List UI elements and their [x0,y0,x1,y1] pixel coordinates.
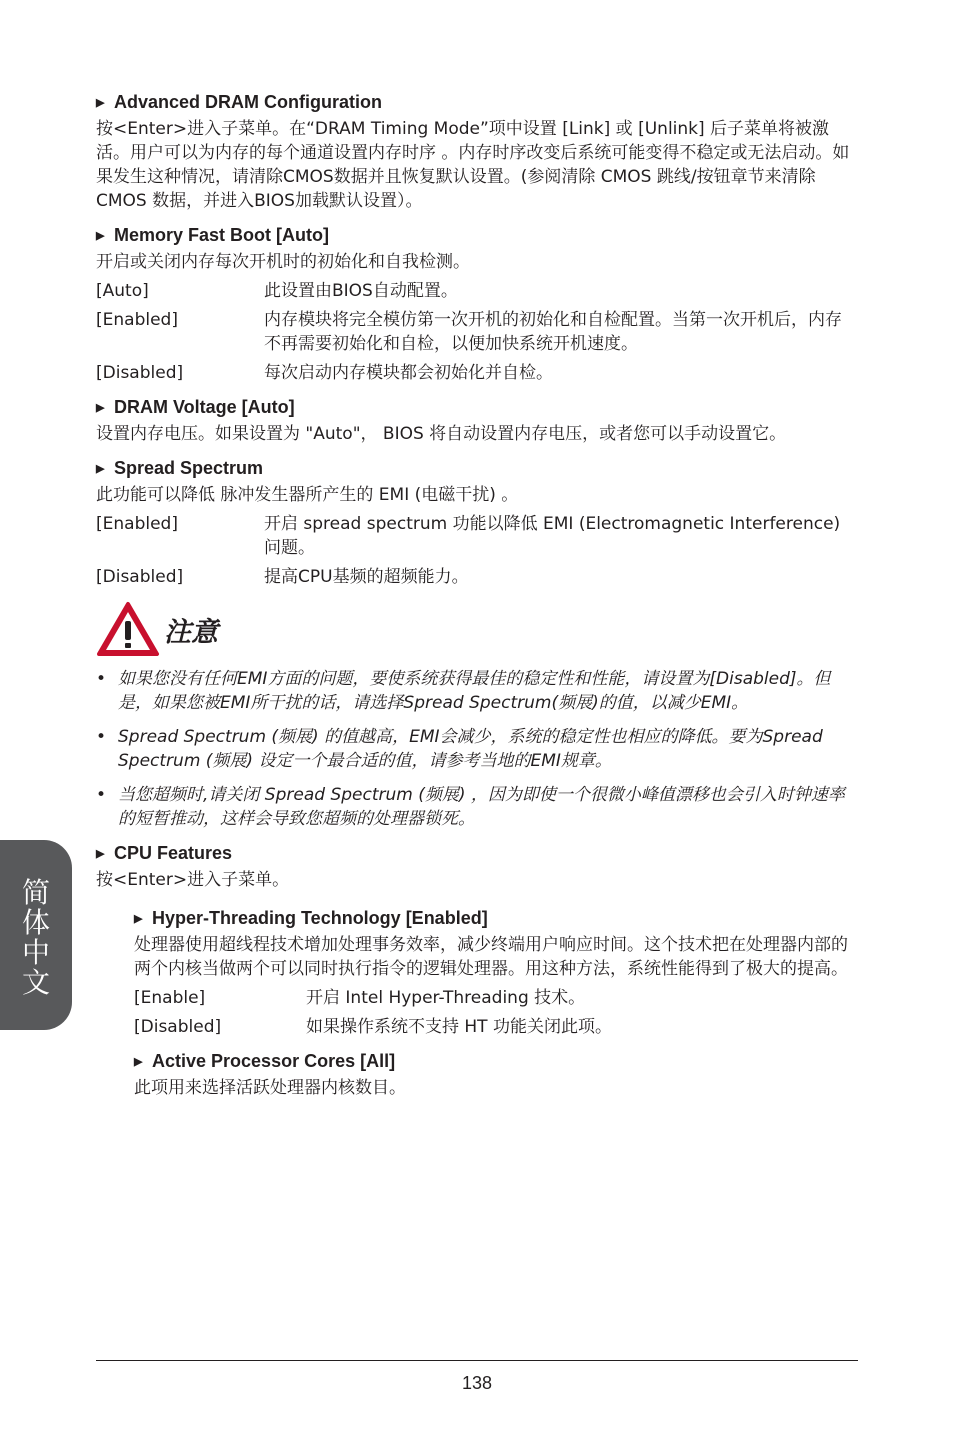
list-item [96,725,858,773]
warning-icon [96,601,160,657]
arrow-right-icon: ▶ [96,402,105,414]
subsection-description: 处理器使用超线程技术增加处理事务效率，减少终端用户响应时间。这个技术把在处理器内部的两个内核当做两个可以同时执行指令的逻辑处理器。用这种方法，系统性能得到了极大的提高。 [134,935,848,979]
arrow-right-icon: ▶ [134,1056,143,1068]
option-value: 如果操作系统不支持 HT 功能关闭此项。 [306,1017,612,1037]
bullet-text: 如果您没有任何EMI方面的问题，要使系统获得最佳的稳定性和性能，请设置为[Disabled]。但是，如果您被EMI所干扰的话，请选择Spread Spectrum(频展)的值，以减少EMI。 [118,669,831,713]
section-title: Memory Fast Boot [Auto] [114,225,329,245]
option-value: 提高CPU基频的超频能力。 [264,567,469,587]
subsection-title: Hyper-Threading Technology [Enabled] [152,908,488,928]
option-key: [Enabled] [96,514,178,534]
option-row [134,986,858,1010]
option-key: [Disabled] [96,567,184,587]
option-value: 开启 spread spectrum 功能以降低 EMI (Electromagnetic Interference) 问题。 [264,514,841,558]
section-heading[interactable] [96,223,858,248]
section-advanced-dram [96,90,858,213]
section-title: Spread Spectrum [114,458,264,478]
section-cpu-features [96,841,858,1100]
subsection-heading[interactable] [134,906,858,931]
arrow-right-icon: ▶ [134,913,143,925]
section-heading[interactable] [96,841,858,866]
subsection-active-cores [134,1049,858,1100]
language-tab-label: 简体中文 [21,876,50,999]
arrow-right-icon: ▶ [96,463,105,475]
arrow-right-icon: ▶ [96,848,105,860]
section-description: 此功能可以降低 脉冲发生器所产生的 EMI (电磁干扰) 。 [96,485,519,505]
section-heading[interactable] [96,395,858,420]
arrow-right-icon: ▶ [96,97,105,109]
note-title: 注意 [164,616,218,648]
option-value: 每次启动内存模块都会初始化并自检。 [264,363,553,383]
section-description: 开启或关闭内存每次开机时的初始化和自我检测。 [96,252,470,272]
section-title: Advanced DRAM Configuration [114,92,382,112]
list-item [96,783,858,831]
option-key: [Disabled] [134,1017,222,1037]
option-key: [Enable] [134,988,206,1008]
section-heading[interactable] [96,456,858,481]
page-number: 138 [461,1373,493,1393]
list-item [96,667,858,715]
option-value: 内存模块将完全模仿第一次开机的初始化和自检配置。当第一次开机后，内存不再需要初始化和自检，以便加快系统开机速度。 [264,310,842,354]
option-row [96,512,858,560]
subsection-title: Active Processor Cores [All] [152,1051,396,1071]
bullet-text: 当您超频时,请关闭 Spread Spectrum (频展) ，因为即使一个很微小峰值漂移也会引入时钟速率的短暂推动，这样会导致您超频的处理器锁死。 [118,785,845,829]
page-content [96,90,858,1110]
option-key: [Disabled] [96,363,184,383]
bullet-text: Spread Spectrum (频展) 的值越高，EMI会减少，系统的稳定性也相应的降低。要为Spread Spectrum (频展) 设定一个最合适的值，请参考当地的EMI规章。 [118,727,823,771]
option-row [134,1015,858,1039]
section-spread-spectrum [96,456,858,589]
bullet-icon: • [96,727,107,747]
subsection-description: 此项用来选择活跃处理器内核数目。 [134,1078,406,1098]
option-row [96,279,858,303]
option-row [96,361,858,385]
option-key: [Enabled] [96,310,178,330]
section-description: 按<Enter>进入子菜单。在“DRAM Timing Mode”项中设置 [Link] 或 [Unlink] 后子菜单将被激活。用户可以为内存的每个通道设置内存时序 。内存时序改变后系统可能变得不稳定或无法启动。如果发生这种情况，请清除CMOS数据并且恢复默认设置。(参阅清除 CMOS 跳线/按钮章节来清除CMOS 数据，并进入BIOS加载默认设置）。 [96,119,850,211]
section-memory-fast-boot [96,223,858,385]
note-bullet-list [96,667,858,831]
section-heading[interactable] [96,90,858,115]
option-row [96,565,858,589]
option-value: 此设置由BIOS自动配置。 [264,281,458,301]
option-key: [Auto] [96,281,149,301]
option-value: 开启 Intel Hyper-Threading 技术。 [306,988,586,1008]
arrow-right-icon: ▶ [96,230,105,242]
section-description: 设置内存电压。如果设置为 "Auto"， BIOS 将自动设置内存电压，或者您可以手动设置它。 [96,424,787,444]
subsection-heading[interactable] [134,1049,858,1074]
section-description: 按<Enter>进入子菜单。 [96,870,290,890]
option-row [96,308,858,356]
section-title: CPU Features [114,843,233,863]
subsection-hyper-threading [134,906,858,1039]
bullet-icon: • [96,669,107,689]
section-dram-voltage [96,395,858,446]
bullet-icon: • [96,785,107,805]
note-header [96,599,858,659]
footer-divider [96,1360,858,1361]
section-title: DRAM Voltage [Auto] [114,397,295,417]
